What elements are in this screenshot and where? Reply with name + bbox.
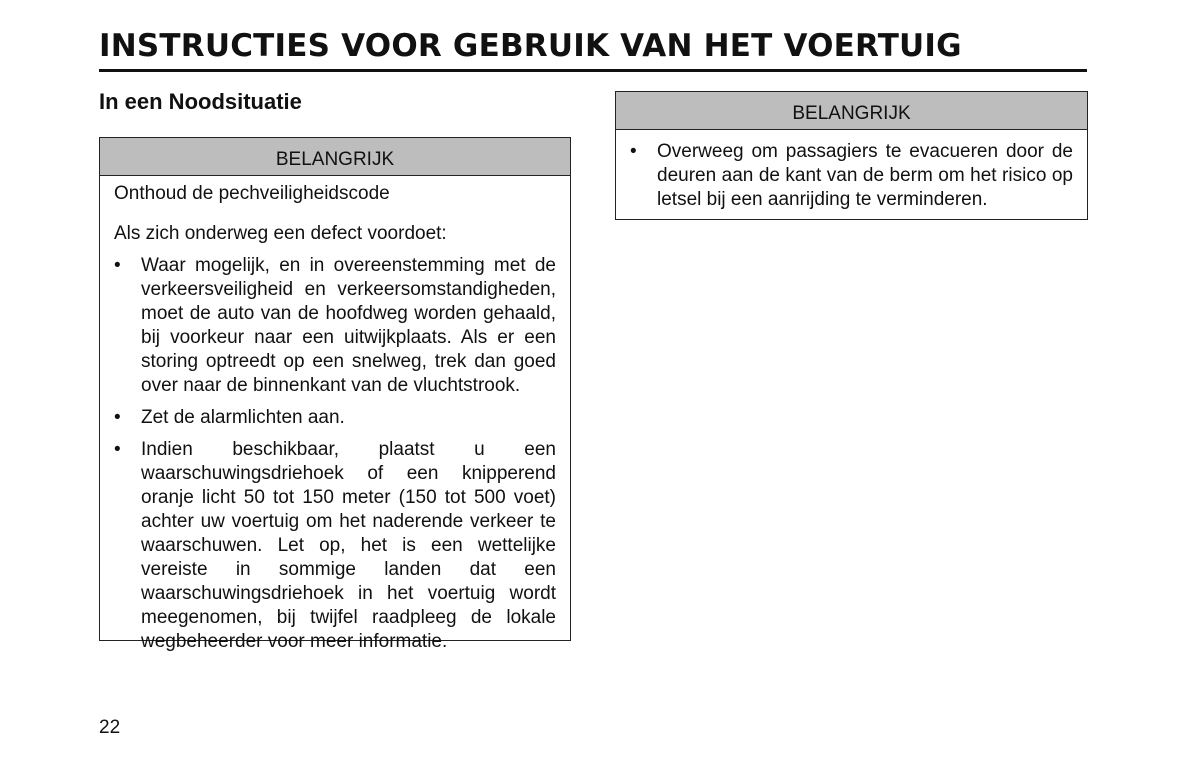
- list-item-text: Overweeg om passagiers te evacueren door de deuren aan de kant van de berm om het risico op letsel bij een aanrijding te verminderen.: [657, 141, 1073, 210]
- list-item: [114, 438, 556, 654]
- list-item-text: Zet de alarmlichten aan.: [141, 407, 345, 428]
- bullet-icon: •: [114, 255, 121, 276]
- list-item-text: Waar mogelijk, en in overeenstemming met de verkeersveiligheid en verkeersomstandigheden, moet de auto van de hoofdweg worden gehaald, bij voorkeur naar een uitwijkplaats. Als er een storing optreedt op een snelweg, trek dan goed over naar de binnenkant van de vluchtstrook.: [141, 255, 556, 396]
- important-notice-box: [99, 137, 571, 652]
- page-title: INSTRUCTIES VOOR GEBRUIK VAN HET VOERTUIG: [99, 28, 962, 64]
- notice-list: [114, 254, 556, 654]
- important-notice-box: [615, 91, 1088, 220]
- section-heading: In een Noodsituatie: [99, 89, 302, 114]
- page-number: 22: [99, 717, 121, 738]
- notice-intro: Onthoud de pechveiligheidscode: [114, 183, 390, 204]
- list-item: [114, 254, 556, 398]
- notice-body: [616, 130, 1087, 212]
- notice-header: BELANGRIJK: [100, 138, 570, 176]
- list-item-text: Indien beschikbaar, plaatst u een waarschuwingsdriehoek of een knipperend oranje licht 50 tot 150 meter (150 tot 500 voet) achter uw voertuig om het naderende verkeer te waarschuwen. Let op, het is een wettelijke vereiste in sommige landen dat een waarschuwingsdriehoek in het voertuig wordt meegenomen, bij twijfel raadpleeg de lokale wegbeheerder voor meer informatie.: [141, 439, 556, 652]
- list-item: [630, 140, 1073, 212]
- notice-header: BELANGRIJK: [616, 92, 1087, 130]
- title-divider: [99, 69, 1087, 72]
- notice-body: [100, 176, 570, 654]
- bullet-icon: •: [114, 439, 121, 460]
- list-item: [114, 406, 556, 430]
- bullet-icon: •: [630, 141, 637, 162]
- bullet-icon: •: [114, 407, 121, 428]
- notice-lead: Als zich onderweg een defect voordoet:: [114, 223, 447, 244]
- notice-list: [630, 140, 1073, 212]
